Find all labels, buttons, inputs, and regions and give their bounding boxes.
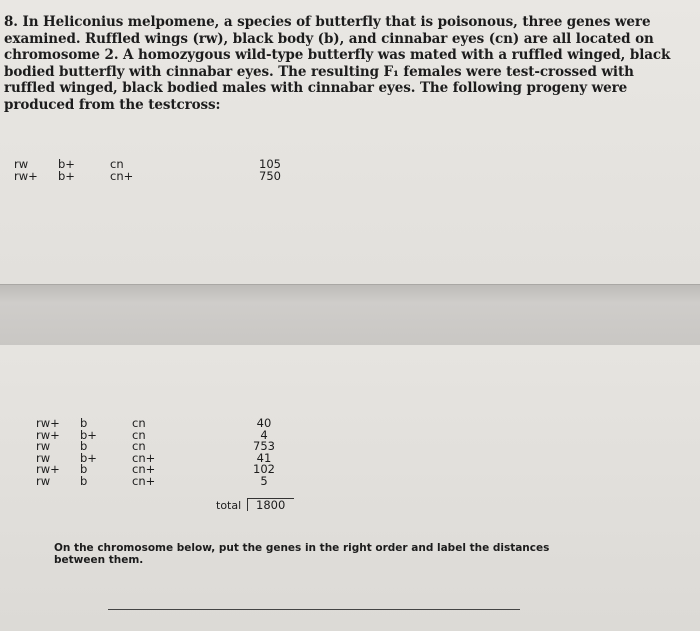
question-line: bodied butterfly with cinnabar eyes. The resulting F₁ females were test-crossed with [4,63,634,80]
total-value: 1800 [256,498,286,512]
progeny-count: 4 [260,427,268,442]
progeny-count: 5 [260,473,268,488]
question-line: chromosome 2. A homozygous wild-type butterfly was mated with a ruffled winged, black [4,47,671,63]
gene-rw: rw+ [36,427,60,442]
progeny-count: 41 [256,450,272,465]
gene-b: b [80,439,88,454]
progeny-row [36,473,296,488]
gene-b: b+ [80,427,97,442]
question-line: examined. Ruffled wings (rw), black body (b), and cinnabar eyes (cn) are all located on [4,30,654,47]
gene-cn: cn+ [110,168,134,183]
gene-cn: cn+ [132,473,156,488]
progeny-count: 753 [253,439,275,454]
worksheet-lower-section [0,345,700,631]
total-label: total [216,499,242,512]
instructions-line: On the chromosome below, put the genes in the right order and label the distances [54,542,550,554]
gene-rw: rw [36,473,51,488]
question-line: ruffled winged, black bodied males with cinnabar eyes. The following progeny were [4,80,628,96]
progeny-count: 102 [253,462,275,477]
progeny-table-bottom [36,418,296,488]
chromosome-answer-line[interactable] [108,609,520,610]
progeny-row [36,418,296,430]
progeny-count: 40 [256,416,272,430]
progeny-row [36,464,296,476]
progeny-row [14,159,294,171]
instructions-line: between them. [54,553,144,566]
question-line: produced from the testcross: [4,96,221,113]
progeny-table-top [14,159,294,182]
gene-cn: cn [132,427,146,442]
gene-rw: rw+ [14,168,38,183]
gene-b: b+ [58,157,75,171]
gene-b: b [80,416,88,430]
gene-b: b+ [80,450,97,465]
gene-cn: cn [132,439,146,454]
gene-b: b [80,462,88,477]
instructions-text [54,543,614,566]
gene-b: b+ [58,168,75,183]
gene-rw: rw+ [36,416,60,430]
gene-rw: rw [36,439,51,454]
gene-rw: rw+ [36,462,60,477]
question-text [4,14,694,113]
question-line: 8. In Heliconius melpomene, a species of butterfly that is poisonous, three genes were [4,14,651,30]
gene-cn: cn [110,157,124,171]
progeny-row [14,168,294,183]
page-divider-band [0,284,700,346]
progeny-count: 750 [259,168,281,183]
gene-rw: rw [36,450,51,465]
gene-cn: cn+ [132,462,156,477]
progeny-count: 105 [259,157,281,171]
gene-cn: cn+ [132,450,156,465]
gene-rw: rw [14,157,29,171]
gene-b: b [80,473,88,488]
gene-cn: cn [132,416,146,430]
